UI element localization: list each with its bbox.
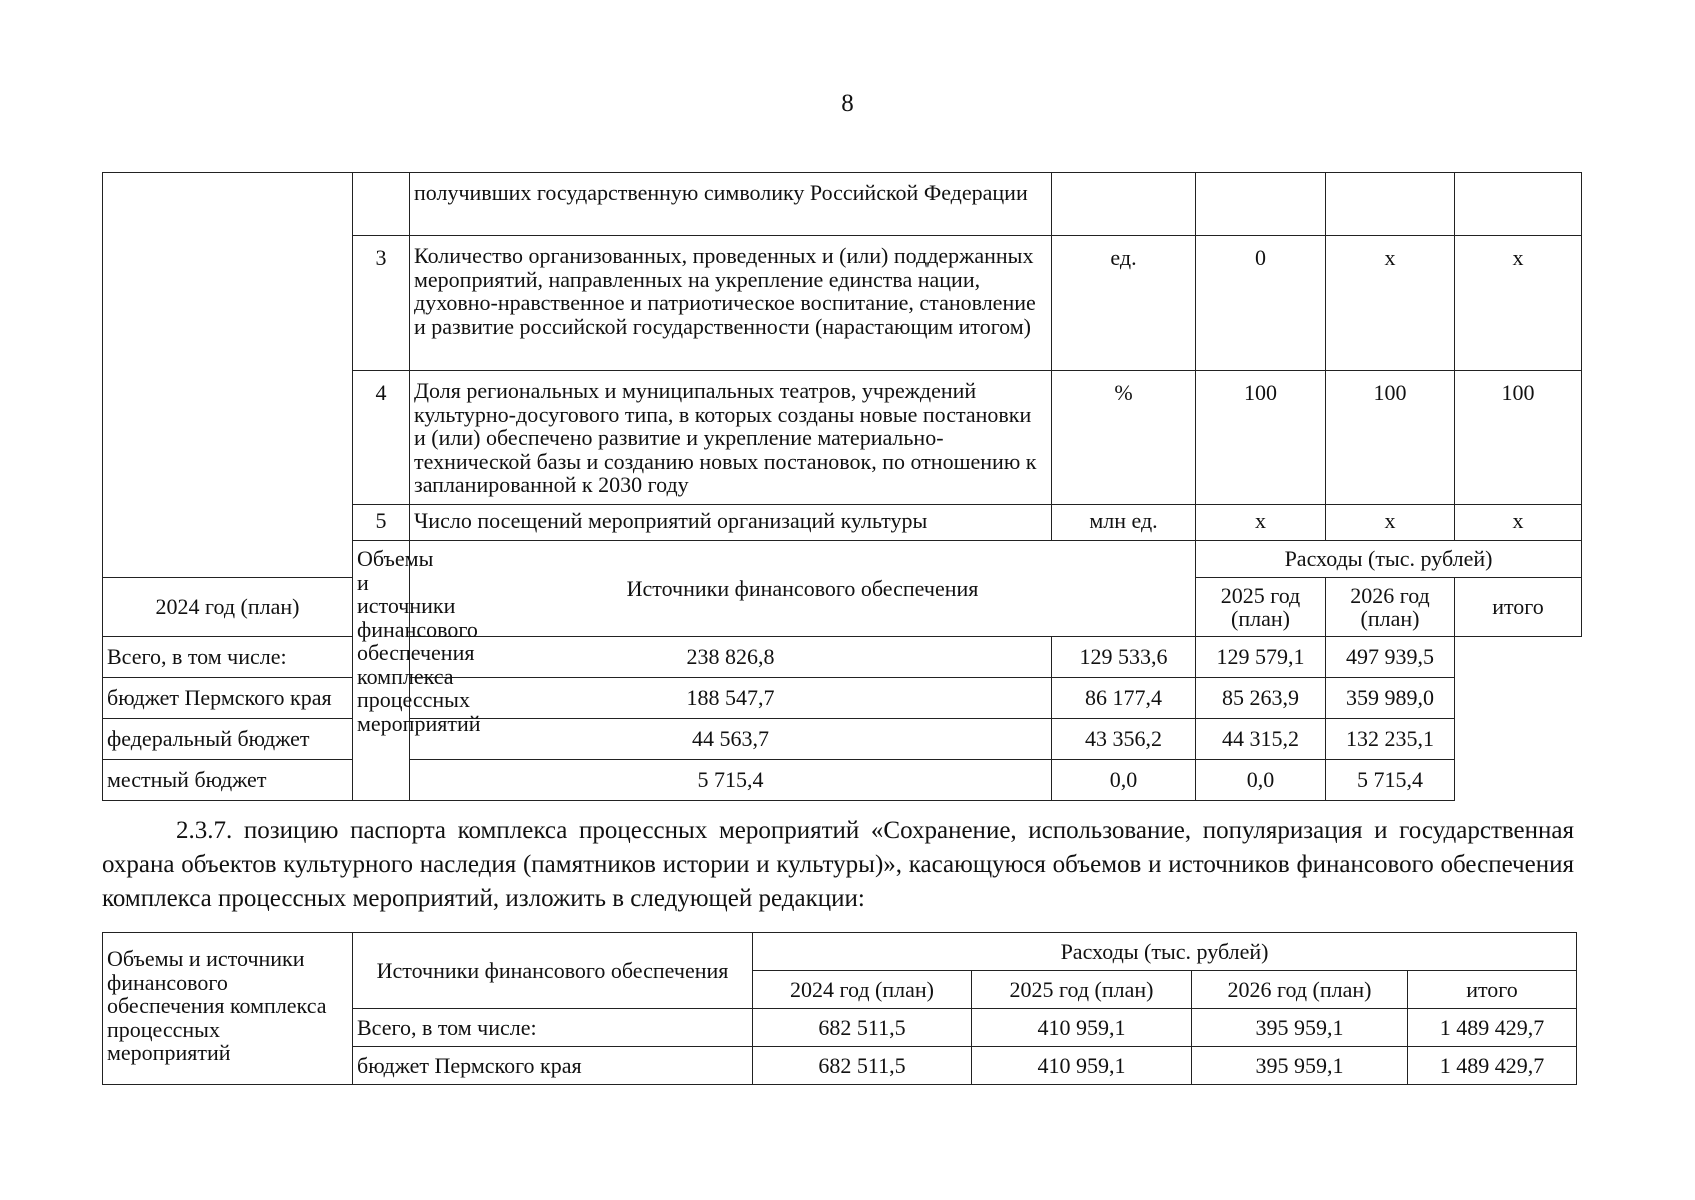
amount-2026: 129 579,1 [1196, 637, 1326, 678]
indicator-name: Число посещений мероприятий организаций культуры [410, 505, 1052, 541]
amount-2024: 238 826,8 [410, 637, 1052, 678]
amount-2026: 44 315,2 [1196, 719, 1326, 760]
amount-2024: 682 511,5 [753, 1047, 972, 1085]
value-2024: 0 [1196, 236, 1326, 371]
sources-header: Источники финансового обеспечения [410, 541, 1196, 637]
sources-header: Источники финансового обеспечения [353, 933, 753, 1009]
col-2025-header: 2025 год (план) [972, 971, 1192, 1009]
col-2024-header: 2024 год (план) [753, 971, 972, 1009]
row-number [353, 173, 410, 236]
row-number: 4 [353, 371, 410, 505]
indicator-name: Количество организованных, проведенных и (или) поддержанных мероприятий, направленных на укрепление единства нации, духовно-нравственное и патриотическое воспитание, становление и развитие российской государственности (нарастающим итогом) [410, 236, 1052, 371]
value-2026: х [1455, 505, 1582, 541]
col-total-header: итого [1455, 578, 1582, 637]
finance-label: Объемы и источники финансового обеспечения комплекса процессных мероприятий [103, 933, 353, 1085]
indicators-finance-table [102, 172, 1582, 801]
finance-row [103, 760, 1582, 801]
indicator-name: получивших государственную символику Российской Федерации [410, 173, 1052, 236]
amount-2026: 395 959,1 [1192, 1047, 1408, 1085]
col-2026-header: 2026 год (план) [1326, 578, 1455, 637]
page-number: 8 [841, 90, 854, 117]
value-2025: х [1326, 236, 1455, 371]
expenses-header: Расходы (тыс. рублей) [1196, 541, 1582, 578]
finance-table-new [102, 932, 1577, 1085]
amount-2025: 410 959,1 [972, 1009, 1192, 1047]
indicator-name: Доля региональных и муниципальных театров, учреждений культурно-досугового типа, в которых созданы новые постановки и (или) обеспечено развитие и укрепление материально-технической базы и созданию новых постановок, по отношению к запланированной к 2030 году [410, 371, 1052, 505]
value-2026 [1455, 173, 1582, 236]
amount-total: 359 989,0 [1326, 678, 1455, 719]
finance-header-row [103, 933, 1577, 971]
value-2024: х [1196, 505, 1326, 541]
source-name: Всего, в том числе: [353, 1009, 753, 1047]
source-name: федеральный бюджет [103, 719, 410, 760]
finance-label: Объемы и источники финансового обеспечения комплекса процессных мероприятий [353, 541, 410, 801]
amount-2024: 44 563,7 [410, 719, 1052, 760]
value-2025: 100 [1326, 371, 1455, 505]
amendment-paragraph [102, 814, 1574, 916]
amount-2024: 5 715,4 [410, 760, 1052, 801]
source-name: местный бюджет [103, 760, 410, 801]
amount-2026: 0,0 [1196, 760, 1326, 801]
value-2024: 100 [1196, 371, 1326, 505]
amount-2025: 43 356,2 [1052, 719, 1196, 760]
amount-total: 132 235,1 [1326, 719, 1455, 760]
finance-row [103, 678, 1582, 719]
value-2024 [1196, 173, 1326, 236]
amount-2025: 410 959,1 [972, 1047, 1192, 1085]
source-name: бюджет Пермского края [103, 678, 410, 719]
col-total-header: итого [1408, 971, 1577, 1009]
value-2025: х [1326, 505, 1455, 541]
indicator-unit [1052, 173, 1196, 236]
amount-total: 1 489 429,7 [1408, 1047, 1577, 1085]
amount-2025: 0,0 [1052, 760, 1196, 801]
amount-2025: 129 533,6 [1052, 637, 1196, 678]
amount-2026: 395 959,1 [1192, 1009, 1408, 1047]
row-number: 5 [353, 505, 410, 541]
indicator-unit: млн ед. [1052, 505, 1196, 541]
table-row [103, 173, 1582, 236]
col-2024-header: 2024 год (план) [103, 578, 353, 637]
source-name: Всего, в том числе: [103, 637, 410, 678]
value-2026: х [1455, 236, 1582, 371]
paragraph-text: 2.3.7. позицию паспорта комплекса процессных мероприятий «Сохранение, использование, популяризация и государственная охрана объектов культурного наследия (памятников истории и культуры)», касающуюся объемов и источников финансового обеспечения комплекса процессных мероприятий, изложить в следующей редакции: [102, 817, 1574, 912]
source-name: бюджет Пермского края [353, 1047, 753, 1085]
finance-row [103, 637, 1582, 678]
amount-2024: 682 511,5 [753, 1009, 972, 1047]
value-2026: 100 [1455, 371, 1582, 505]
row-number: 3 [353, 236, 410, 371]
amount-total: 5 715,4 [1326, 760, 1455, 801]
amount-total: 1 489 429,7 [1408, 1009, 1577, 1047]
value-2025 [1326, 173, 1455, 236]
col-2026-header: 2026 год (план) [1192, 971, 1408, 1009]
expenses-header: Расходы (тыс. рублей) [753, 933, 1577, 971]
amount-2026: 85 263,9 [1196, 678, 1326, 719]
amount-total: 497 939,5 [1326, 637, 1455, 678]
amount-2025: 86 177,4 [1052, 678, 1196, 719]
finance-row [103, 719, 1582, 760]
col-2025-header: 2025 год (план) [1196, 578, 1326, 637]
indicator-unit: % [1052, 371, 1196, 505]
empty-label-cell [103, 173, 353, 578]
amount-2024: 188 547,7 [410, 678, 1052, 719]
indicator-unit: ед. [1052, 236, 1196, 371]
